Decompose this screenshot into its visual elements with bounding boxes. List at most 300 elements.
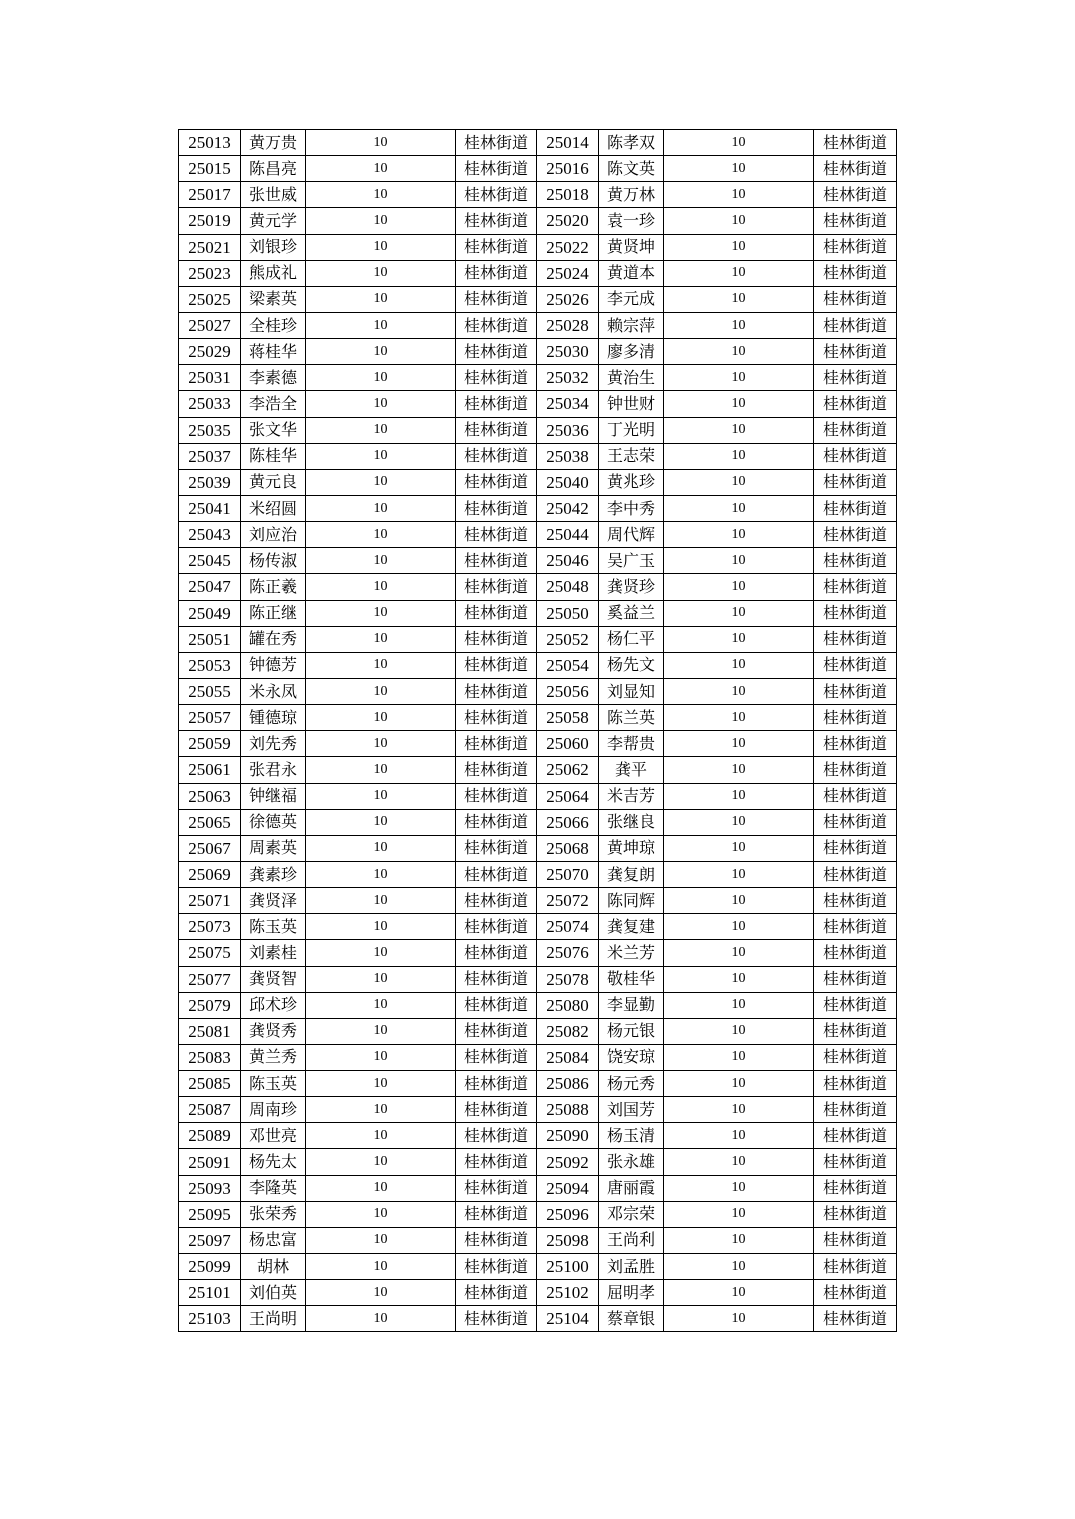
amount-cell: 10 bbox=[306, 391, 456, 417]
area-cell: 桂林街道 bbox=[456, 417, 537, 443]
person-name-cell: 陈桂华 bbox=[241, 443, 306, 469]
record-id-cell: 25014 bbox=[537, 130, 599, 156]
record-id-cell: 25093 bbox=[179, 1175, 241, 1201]
record-id-cell: 25035 bbox=[179, 417, 241, 443]
area-cell: 桂林街道 bbox=[456, 1306, 537, 1332]
table-row bbox=[179, 312, 897, 338]
table-row bbox=[179, 652, 897, 678]
record-id-cell: 25061 bbox=[179, 757, 241, 783]
area-cell: 桂林街道 bbox=[814, 1097, 897, 1123]
amount-cell: 10 bbox=[306, 835, 456, 861]
person-name-cell: 龚复朗 bbox=[599, 861, 664, 887]
person-name-cell: 邓宗荣 bbox=[599, 1201, 664, 1227]
area-cell: 桂林街道 bbox=[456, 495, 537, 521]
area-cell: 桂林街道 bbox=[456, 182, 537, 208]
amount-cell: 10 bbox=[306, 1123, 456, 1149]
amount-cell: 10 bbox=[306, 1097, 456, 1123]
record-id-cell: 25059 bbox=[179, 731, 241, 757]
amount-cell: 10 bbox=[664, 992, 814, 1018]
person-name-cell: 陈昌亮 bbox=[241, 156, 306, 182]
table-row bbox=[179, 469, 897, 495]
record-id-cell: 25102 bbox=[537, 1280, 599, 1306]
area-cell: 桂林街道 bbox=[814, 809, 897, 835]
amount-cell: 10 bbox=[306, 522, 456, 548]
table-row bbox=[179, 966, 897, 992]
table-row bbox=[179, 1254, 897, 1280]
area-cell: 桂林街道 bbox=[456, 992, 537, 1018]
person-name-cell: 刘素桂 bbox=[241, 940, 306, 966]
person-name-cell: 陈兰英 bbox=[599, 705, 664, 731]
amount-cell: 10 bbox=[306, 731, 456, 757]
record-id-cell: 25017 bbox=[179, 182, 241, 208]
area-cell: 桂林街道 bbox=[456, 548, 537, 574]
person-name-cell: 锺德琼 bbox=[241, 705, 306, 731]
record-id-cell: 25066 bbox=[537, 809, 599, 835]
area-cell: 桂林街道 bbox=[814, 260, 897, 286]
record-id-cell: 25028 bbox=[537, 312, 599, 338]
record-id-cell: 25089 bbox=[179, 1123, 241, 1149]
area-cell: 桂林街道 bbox=[814, 1175, 897, 1201]
person-name-cell: 蒋桂华 bbox=[241, 339, 306, 365]
person-name-cell: 李元成 bbox=[599, 286, 664, 312]
person-name-cell: 罐在秀 bbox=[241, 626, 306, 652]
table-row bbox=[179, 888, 897, 914]
amount-cell: 10 bbox=[664, 234, 814, 260]
amount-cell: 10 bbox=[664, 600, 814, 626]
record-id-cell: 25026 bbox=[537, 286, 599, 312]
record-id-cell: 25083 bbox=[179, 1044, 241, 1070]
record-id-cell: 25103 bbox=[179, 1306, 241, 1332]
person-name-cell: 龚贤智 bbox=[241, 966, 306, 992]
record-id-cell: 25091 bbox=[179, 1149, 241, 1175]
area-cell: 桂林街道 bbox=[456, 678, 537, 704]
record-id-cell: 25033 bbox=[179, 391, 241, 417]
area-cell: 桂林街道 bbox=[814, 626, 897, 652]
area-cell: 桂林街道 bbox=[814, 1071, 897, 1097]
record-id-cell: 25037 bbox=[179, 443, 241, 469]
amount-cell: 10 bbox=[306, 1280, 456, 1306]
amount-cell: 10 bbox=[306, 469, 456, 495]
area-cell: 桂林街道 bbox=[456, 156, 537, 182]
record-id-cell: 25019 bbox=[179, 208, 241, 234]
amount-cell: 10 bbox=[306, 130, 456, 156]
person-name-cell: 杨忠富 bbox=[241, 1227, 306, 1253]
person-name-cell: 刘孟胜 bbox=[599, 1254, 664, 1280]
person-name-cell: 李显勤 bbox=[599, 992, 664, 1018]
record-id-cell: 25087 bbox=[179, 1097, 241, 1123]
person-name-cell: 张君永 bbox=[241, 757, 306, 783]
area-cell: 桂林街道 bbox=[814, 1149, 897, 1175]
record-id-cell: 25095 bbox=[179, 1201, 241, 1227]
person-name-cell: 敬桂华 bbox=[599, 966, 664, 992]
amount-cell: 10 bbox=[664, 731, 814, 757]
area-cell: 桂林街道 bbox=[814, 1201, 897, 1227]
area-cell: 桂林街道 bbox=[814, 652, 897, 678]
record-id-cell: 25086 bbox=[537, 1071, 599, 1097]
area-cell: 桂林街道 bbox=[814, 391, 897, 417]
person-name-cell: 梁素英 bbox=[241, 286, 306, 312]
amount-cell: 10 bbox=[306, 1018, 456, 1044]
amount-cell: 10 bbox=[306, 182, 456, 208]
record-id-cell: 25082 bbox=[537, 1018, 599, 1044]
area-cell: 桂林街道 bbox=[456, 574, 537, 600]
area-cell: 桂林街道 bbox=[456, 1201, 537, 1227]
table-row bbox=[179, 522, 897, 548]
table-row bbox=[179, 548, 897, 574]
record-id-cell: 25057 bbox=[179, 705, 241, 731]
roster-table-body bbox=[179, 130, 897, 1332]
person-name-cell: 陈文英 bbox=[599, 156, 664, 182]
area-cell: 桂林街道 bbox=[814, 312, 897, 338]
area-cell: 桂林街道 bbox=[456, 234, 537, 260]
person-name-cell: 杨仁平 bbox=[599, 626, 664, 652]
record-id-cell: 25029 bbox=[179, 339, 241, 365]
person-name-cell: 张文华 bbox=[241, 417, 306, 443]
area-cell: 桂林街道 bbox=[456, 1071, 537, 1097]
amount-cell: 10 bbox=[306, 1175, 456, 1201]
area-cell: 桂林街道 bbox=[814, 286, 897, 312]
area-cell: 桂林街道 bbox=[814, 522, 897, 548]
area-cell: 桂林街道 bbox=[814, 548, 897, 574]
record-id-cell: 25088 bbox=[537, 1097, 599, 1123]
person-name-cell: 黄兰秀 bbox=[241, 1044, 306, 1070]
amount-cell: 10 bbox=[664, 208, 814, 234]
amount-cell: 10 bbox=[664, 495, 814, 521]
area-cell: 桂林街道 bbox=[456, 1044, 537, 1070]
amount-cell: 10 bbox=[306, 1306, 456, 1332]
person-name-cell: 黄元学 bbox=[241, 208, 306, 234]
person-name-cell: 吴广玉 bbox=[599, 548, 664, 574]
area-cell: 桂林街道 bbox=[814, 705, 897, 731]
person-name-cell: 张世威 bbox=[241, 182, 306, 208]
area-cell: 桂林街道 bbox=[456, 731, 537, 757]
record-id-cell: 25056 bbox=[537, 678, 599, 704]
person-name-cell: 钟继福 bbox=[241, 783, 306, 809]
amount-cell: 10 bbox=[664, 156, 814, 182]
record-id-cell: 25044 bbox=[537, 522, 599, 548]
record-id-cell: 25101 bbox=[179, 1280, 241, 1306]
record-id-cell: 25092 bbox=[537, 1149, 599, 1175]
area-cell: 桂林街道 bbox=[814, 1018, 897, 1044]
table-row bbox=[179, 809, 897, 835]
person-name-cell: 陈正羲 bbox=[241, 574, 306, 600]
area-cell: 桂林街道 bbox=[456, 1123, 537, 1149]
record-id-cell: 25027 bbox=[179, 312, 241, 338]
record-id-cell: 25022 bbox=[537, 234, 599, 260]
person-name-cell: 黄治生 bbox=[599, 365, 664, 391]
person-name-cell: 邱术珍 bbox=[241, 992, 306, 1018]
roster-table bbox=[178, 129, 897, 1332]
person-name-cell: 王尚利 bbox=[599, 1227, 664, 1253]
record-id-cell: 25052 bbox=[537, 626, 599, 652]
amount-cell: 10 bbox=[306, 286, 456, 312]
table-row bbox=[179, 130, 897, 156]
person-name-cell: 杨先文 bbox=[599, 652, 664, 678]
person-name-cell: 钟世财 bbox=[599, 391, 664, 417]
person-name-cell: 杨玉清 bbox=[599, 1123, 664, 1149]
person-name-cell: 杨先太 bbox=[241, 1149, 306, 1175]
amount-cell: 10 bbox=[306, 443, 456, 469]
table-row bbox=[179, 417, 897, 443]
amount-cell: 10 bbox=[306, 495, 456, 521]
amount-cell: 10 bbox=[306, 940, 456, 966]
area-cell: 桂林街道 bbox=[814, 574, 897, 600]
amount-cell: 10 bbox=[664, 1280, 814, 1306]
person-name-cell: 杨元银 bbox=[599, 1018, 664, 1044]
person-name-cell: 周代辉 bbox=[599, 522, 664, 548]
person-name-cell: 李素德 bbox=[241, 365, 306, 391]
record-id-cell: 25040 bbox=[537, 469, 599, 495]
area-cell: 桂林街道 bbox=[814, 1254, 897, 1280]
person-name-cell: 龚贤珍 bbox=[599, 574, 664, 600]
person-name-cell: 陈玉英 bbox=[241, 1071, 306, 1097]
person-name-cell: 李浩全 bbox=[241, 391, 306, 417]
area-cell: 桂林街道 bbox=[814, 731, 897, 757]
record-id-cell: 25080 bbox=[537, 992, 599, 1018]
amount-cell: 10 bbox=[664, 1175, 814, 1201]
amount-cell: 10 bbox=[664, 940, 814, 966]
record-id-cell: 25085 bbox=[179, 1071, 241, 1097]
record-id-cell: 25043 bbox=[179, 522, 241, 548]
table-row bbox=[179, 1044, 897, 1070]
amount-cell: 10 bbox=[664, 260, 814, 286]
record-id-cell: 25020 bbox=[537, 208, 599, 234]
person-name-cell: 全桂珍 bbox=[241, 312, 306, 338]
person-name-cell: 钟德芳 bbox=[241, 652, 306, 678]
person-name-cell: 刘伯英 bbox=[241, 1280, 306, 1306]
amount-cell: 10 bbox=[306, 626, 456, 652]
amount-cell: 10 bbox=[306, 992, 456, 1018]
area-cell: 桂林街道 bbox=[456, 286, 537, 312]
area-cell: 桂林街道 bbox=[456, 940, 537, 966]
area-cell: 桂林街道 bbox=[456, 861, 537, 887]
table-row bbox=[179, 626, 897, 652]
amount-cell: 10 bbox=[664, 130, 814, 156]
person-name-cell: 邓世亮 bbox=[241, 1123, 306, 1149]
person-name-cell: 刘银珍 bbox=[241, 234, 306, 260]
amount-cell: 10 bbox=[664, 1018, 814, 1044]
amount-cell: 10 bbox=[306, 1201, 456, 1227]
area-cell: 桂林街道 bbox=[814, 182, 897, 208]
amount-cell: 10 bbox=[664, 522, 814, 548]
record-id-cell: 25046 bbox=[537, 548, 599, 574]
table-row bbox=[179, 1018, 897, 1044]
record-id-cell: 25072 bbox=[537, 888, 599, 914]
record-id-cell: 25013 bbox=[179, 130, 241, 156]
person-name-cell: 陈玉英 bbox=[241, 914, 306, 940]
amount-cell: 10 bbox=[306, 548, 456, 574]
area-cell: 桂林街道 bbox=[456, 1254, 537, 1280]
amount-cell: 10 bbox=[664, 339, 814, 365]
area-cell: 桂林街道 bbox=[456, 809, 537, 835]
record-id-cell: 25098 bbox=[537, 1227, 599, 1253]
area-cell: 桂林街道 bbox=[456, 835, 537, 861]
amount-cell: 10 bbox=[306, 757, 456, 783]
person-name-cell: 陈正继 bbox=[241, 600, 306, 626]
area-cell: 桂林街道 bbox=[814, 888, 897, 914]
table-row bbox=[179, 705, 897, 731]
amount-cell: 10 bbox=[306, 234, 456, 260]
area-cell: 桂林街道 bbox=[814, 443, 897, 469]
area-cell: 桂林街道 bbox=[456, 443, 537, 469]
amount-cell: 10 bbox=[306, 1071, 456, 1097]
table-row bbox=[179, 940, 897, 966]
table-row bbox=[179, 156, 897, 182]
amount-cell: 10 bbox=[664, 757, 814, 783]
table-row bbox=[179, 835, 897, 861]
record-id-cell: 25078 bbox=[537, 966, 599, 992]
area-cell: 桂林街道 bbox=[456, 705, 537, 731]
record-id-cell: 25039 bbox=[179, 469, 241, 495]
record-id-cell: 25104 bbox=[537, 1306, 599, 1332]
record-id-cell: 25099 bbox=[179, 1254, 241, 1280]
area-cell: 桂林街道 bbox=[456, 1280, 537, 1306]
record-id-cell: 25058 bbox=[537, 705, 599, 731]
record-id-cell: 25070 bbox=[537, 861, 599, 887]
table-row bbox=[179, 1175, 897, 1201]
amount-cell: 10 bbox=[306, 652, 456, 678]
table-row bbox=[179, 914, 897, 940]
record-id-cell: 25081 bbox=[179, 1018, 241, 1044]
record-id-cell: 25018 bbox=[537, 182, 599, 208]
area-cell: 桂林街道 bbox=[814, 600, 897, 626]
amount-cell: 10 bbox=[664, 1254, 814, 1280]
record-id-cell: 25100 bbox=[537, 1254, 599, 1280]
record-id-cell: 25068 bbox=[537, 835, 599, 861]
amount-cell: 10 bbox=[664, 548, 814, 574]
record-id-cell: 25045 bbox=[179, 548, 241, 574]
area-cell: 桂林街道 bbox=[814, 1227, 897, 1253]
record-id-cell: 25047 bbox=[179, 574, 241, 600]
area-cell: 桂林街道 bbox=[456, 914, 537, 940]
person-name-cell: 熊成礼 bbox=[241, 260, 306, 286]
amount-cell: 10 bbox=[664, 1097, 814, 1123]
person-name-cell: 李帮贵 bbox=[599, 731, 664, 757]
table-row bbox=[179, 783, 897, 809]
record-id-cell: 25065 bbox=[179, 809, 241, 835]
table-row bbox=[179, 1306, 897, 1332]
area-cell: 桂林街道 bbox=[814, 1280, 897, 1306]
person-name-cell: 杨元秀 bbox=[599, 1071, 664, 1097]
person-name-cell: 廖多清 bbox=[599, 339, 664, 365]
person-name-cell: 李中秀 bbox=[599, 495, 664, 521]
record-id-cell: 25084 bbox=[537, 1044, 599, 1070]
record-id-cell: 25038 bbox=[537, 443, 599, 469]
table-row bbox=[179, 286, 897, 312]
record-id-cell: 25069 bbox=[179, 861, 241, 887]
amount-cell: 10 bbox=[306, 783, 456, 809]
person-name-cell: 刘应治 bbox=[241, 522, 306, 548]
person-name-cell: 龚贤泽 bbox=[241, 888, 306, 914]
table-row bbox=[179, 574, 897, 600]
table-row bbox=[179, 495, 897, 521]
person-name-cell: 刘显知 bbox=[599, 678, 664, 704]
record-id-cell: 25064 bbox=[537, 783, 599, 809]
area-cell: 桂林街道 bbox=[814, 1044, 897, 1070]
amount-cell: 10 bbox=[306, 1254, 456, 1280]
person-name-cell: 张永雄 bbox=[599, 1149, 664, 1175]
record-id-cell: 25048 bbox=[537, 574, 599, 600]
amount-cell: 10 bbox=[664, 1071, 814, 1097]
record-id-cell: 25023 bbox=[179, 260, 241, 286]
area-cell: 桂林街道 bbox=[456, 260, 537, 286]
area-cell: 桂林街道 bbox=[814, 156, 897, 182]
table-row bbox=[179, 731, 897, 757]
record-id-cell: 25030 bbox=[537, 339, 599, 365]
area-cell: 桂林街道 bbox=[456, 130, 537, 156]
amount-cell: 10 bbox=[664, 783, 814, 809]
area-cell: 桂林街道 bbox=[814, 992, 897, 1018]
person-name-cell: 陈同辉 bbox=[599, 888, 664, 914]
amount-cell: 10 bbox=[306, 574, 456, 600]
table-row bbox=[179, 757, 897, 783]
person-name-cell: 龚平 bbox=[599, 757, 664, 783]
record-id-cell: 25024 bbox=[537, 260, 599, 286]
amount-cell: 10 bbox=[664, 182, 814, 208]
record-id-cell: 25063 bbox=[179, 783, 241, 809]
area-cell: 桂林街道 bbox=[814, 861, 897, 887]
amount-cell: 10 bbox=[664, 443, 814, 469]
area-cell: 桂林街道 bbox=[814, 130, 897, 156]
table-row bbox=[179, 365, 897, 391]
area-cell: 桂林街道 bbox=[456, 1175, 537, 1201]
table-row bbox=[179, 260, 897, 286]
record-id-cell: 25074 bbox=[537, 914, 599, 940]
area-cell: 桂林街道 bbox=[456, 522, 537, 548]
area-cell: 桂林街道 bbox=[814, 208, 897, 234]
person-name-cell: 米绍圆 bbox=[241, 495, 306, 521]
amount-cell: 10 bbox=[306, 861, 456, 887]
area-cell: 桂林街道 bbox=[814, 495, 897, 521]
area-cell: 桂林街道 bbox=[456, 1097, 537, 1123]
record-id-cell: 25016 bbox=[537, 156, 599, 182]
record-id-cell: 25015 bbox=[179, 156, 241, 182]
amount-cell: 10 bbox=[664, 1227, 814, 1253]
amount-cell: 10 bbox=[664, 1306, 814, 1332]
table-row bbox=[179, 339, 897, 365]
record-id-cell: 25041 bbox=[179, 495, 241, 521]
amount-cell: 10 bbox=[306, 678, 456, 704]
area-cell: 桂林街道 bbox=[456, 600, 537, 626]
table-row bbox=[179, 234, 897, 260]
area-cell: 桂林街道 bbox=[814, 234, 897, 260]
area-cell: 桂林街道 bbox=[814, 757, 897, 783]
table-row bbox=[179, 208, 897, 234]
amount-cell: 10 bbox=[664, 1149, 814, 1175]
record-id-cell: 25031 bbox=[179, 365, 241, 391]
amount-cell: 10 bbox=[664, 626, 814, 652]
record-id-cell: 25042 bbox=[537, 495, 599, 521]
amount-cell: 10 bbox=[306, 705, 456, 731]
amount-cell: 10 bbox=[306, 600, 456, 626]
amount-cell: 10 bbox=[306, 260, 456, 286]
amount-cell: 10 bbox=[306, 156, 456, 182]
amount-cell: 10 bbox=[664, 391, 814, 417]
amount-cell: 10 bbox=[664, 678, 814, 704]
table-row bbox=[179, 1097, 897, 1123]
record-id-cell: 25073 bbox=[179, 914, 241, 940]
area-cell: 桂林街道 bbox=[814, 940, 897, 966]
person-name-cell: 周南珍 bbox=[241, 1097, 306, 1123]
person-name-cell: 唐丽霞 bbox=[599, 1175, 664, 1201]
person-name-cell: 刘先秀 bbox=[241, 731, 306, 757]
amount-cell: 10 bbox=[664, 652, 814, 678]
table-row bbox=[179, 992, 897, 1018]
person-name-cell: 黄万贵 bbox=[241, 130, 306, 156]
person-name-cell: 蔡章银 bbox=[599, 1306, 664, 1332]
person-name-cell: 黄元良 bbox=[241, 469, 306, 495]
amount-cell: 10 bbox=[664, 705, 814, 731]
